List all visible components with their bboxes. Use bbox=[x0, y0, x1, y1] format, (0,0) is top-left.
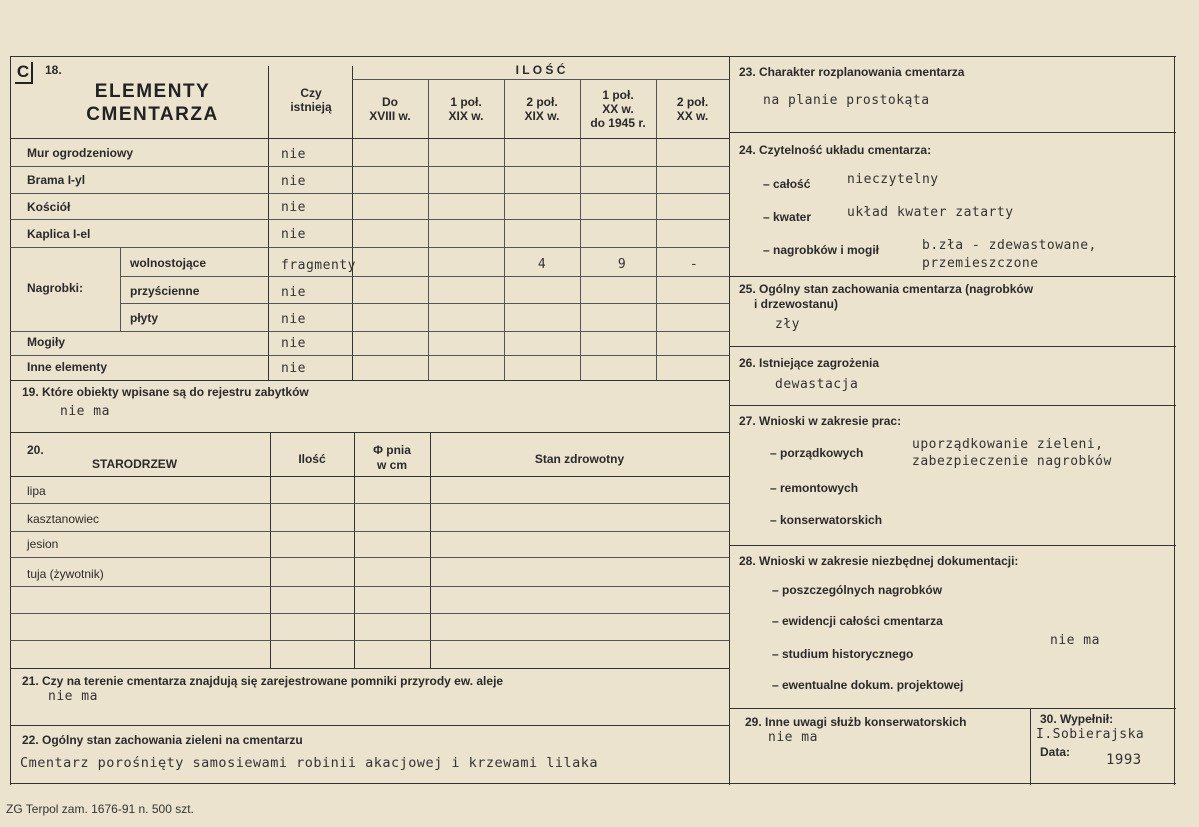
period-header-3 bbox=[504, 95, 580, 123]
section-19-value: nie ma bbox=[60, 404, 110, 419]
row-label-brama: Brama I-yl bbox=[27, 173, 86, 187]
date-value: 1993 bbox=[1106, 752, 1142, 768]
exists-header-line2: istnieją bbox=[290, 100, 332, 114]
section-letter: C bbox=[15, 62, 33, 84]
row-label-kaplica: Kaplica I-el bbox=[27, 227, 91, 241]
doc-item-nagrobkow: – poszczególnych nagrobków bbox=[772, 583, 943, 597]
porzadkowych-value-line2: zabezpieczenie nagrobków bbox=[912, 454, 1112, 469]
row-label-przyscienne: przyścienne bbox=[130, 284, 200, 298]
row-label-plyty: płyty bbox=[130, 311, 159, 325]
row-value-plyty: nie bbox=[281, 312, 306, 327]
section-25-label-line2: i drzewostanu) bbox=[754, 297, 839, 311]
wolnostojace-period-4: 9 bbox=[617, 257, 627, 272]
row-label-inne: Inne elementy bbox=[27, 360, 108, 374]
section-18-title-line2: CMENTARZA bbox=[86, 104, 219, 125]
tree-row-jesion: jesion bbox=[27, 537, 59, 551]
tree-row-tuja: tuja (żywotnik) bbox=[27, 567, 104, 581]
tree-row-kasztanowiec: kasztanowiec bbox=[27, 512, 100, 526]
period-3-line1: 2 poł. bbox=[526, 95, 558, 109]
pien-header-line1: Φ pnia bbox=[373, 443, 411, 457]
trees-pien-header bbox=[354, 443, 430, 473]
doc-item-projektowej: – ewentualne dokum. projektowej bbox=[772, 678, 964, 692]
section-23-value: na planie prostokąta bbox=[763, 93, 930, 108]
filled-by-name: I.Sobierajska bbox=[1036, 727, 1145, 742]
section-28-label: 28. Wnioski w zakresie niezbędnej dokumentacji: bbox=[739, 554, 1019, 568]
period-5-line2: XX w. bbox=[676, 109, 709, 123]
section-22-value: Cmentarz porośnięty samosiewami robinii akacjowej i krzewami lilaka bbox=[20, 755, 599, 771]
section-30-label: 30. Wypełnił: bbox=[1040, 712, 1114, 726]
row-value-mogily: nie bbox=[281, 336, 306, 351]
row-label-nagrobki: Nagrobki: bbox=[27, 281, 84, 295]
row-value-kaplica: nie bbox=[281, 227, 306, 242]
exists-header-line1: Czy bbox=[300, 86, 322, 100]
section-23-label: 23. Charakter rozplanowania cmentarza bbox=[739, 65, 965, 79]
period-header-1 bbox=[352, 95, 428, 123]
period-2-line2: XIX w. bbox=[448, 109, 484, 123]
section-19-label: 19. Które obiekty wpisane są do rejestru zabytków bbox=[22, 385, 309, 399]
nagrobkow-value-line2: przemieszczone bbox=[922, 256, 1039, 271]
tree-row-lipa: lipa bbox=[27, 484, 46, 498]
section-28-value: nie ma bbox=[1050, 633, 1100, 648]
trees-stan-header: Stan zdrowotny bbox=[534, 452, 625, 466]
calosc-value: nieczytelny bbox=[847, 172, 939, 187]
calosc-label: – całość bbox=[763, 177, 811, 191]
porzadkowych-value-line1: uporządkowanie zieleni, bbox=[912, 437, 1104, 452]
konserwatorskich-label: – konserwatorskich bbox=[770, 513, 883, 527]
section-21-value: nie ma bbox=[48, 689, 98, 704]
row-value-mur: nie bbox=[281, 147, 306, 162]
exists-column-header bbox=[270, 86, 352, 114]
section-29-value: nie ma bbox=[768, 730, 818, 745]
period-1-line2: XVIII w. bbox=[369, 109, 411, 123]
trees-ilosc-header: Ilość bbox=[298, 452, 326, 466]
section-18-title-line1: ELEMENTY bbox=[94, 81, 211, 102]
period-1-line1: Do bbox=[382, 95, 398, 109]
row-value-brama: nie bbox=[281, 174, 306, 189]
row-label-wolnostojace: wolnostojące bbox=[130, 256, 207, 270]
period-5-line1: 2 poł. bbox=[676, 95, 709, 109]
period-header-2 bbox=[428, 95, 504, 123]
nagrobkow-label: – nagrobków i mogił bbox=[763, 243, 880, 257]
period-4-line3: do 1945 r. bbox=[590, 116, 646, 130]
section-25-value: zły bbox=[775, 317, 800, 332]
period-header-4 bbox=[580, 88, 656, 130]
section-18-title bbox=[40, 80, 265, 126]
period-4-line1: 1 poł. bbox=[602, 88, 634, 102]
period-header-5 bbox=[656, 95, 729, 123]
row-label-kosciol: Kościół bbox=[27, 200, 71, 214]
section-20-title: STARODRZEW bbox=[92, 457, 178, 471]
row-value-kosciol: nie bbox=[281, 200, 306, 215]
section-27-label: 27. Wnioski w zakresie prac: bbox=[739, 414, 902, 428]
row-label-mogily: Mogiły bbox=[27, 335, 65, 349]
nagrobkow-value-line1: b.zła - zdewastowane, bbox=[922, 238, 1097, 253]
ilosc-header: I L O Ś Ć bbox=[515, 63, 566, 77]
section-26-label: 26. Istniejące zagrożenia bbox=[739, 356, 880, 370]
pien-header-line2: w cm bbox=[376, 458, 407, 472]
section-29-label: 29. Inne uwagi służb konserwatorskich bbox=[745, 715, 967, 729]
doc-item-studium: – studium historycznego bbox=[772, 647, 914, 661]
period-2-line1: 1 poł. bbox=[450, 95, 482, 109]
row-value-wolnostojace: fragmenty bbox=[281, 258, 356, 273]
wolnostojace-period-3: 4 bbox=[537, 257, 547, 272]
doc-item-ewidencji: – ewidencji całości cmentarza bbox=[772, 614, 943, 628]
wolnostojace-period-5: - bbox=[689, 257, 699, 272]
section-26-value: dewastacja bbox=[775, 377, 859, 392]
kwater-value: układ kwater zatarty bbox=[847, 205, 1014, 220]
section-22-label: 22. Ogólny stan zachowania zieleni na cmentarzu bbox=[22, 733, 303, 747]
section-20-number: 20. bbox=[27, 443, 44, 457]
remontowych-label: – remontowych bbox=[770, 481, 859, 495]
footer-print-info: ZG Terpol zam. 1676-91 n. 500 szt. bbox=[6, 802, 194, 816]
section-25-label-line1: 25. Ogólny stan zachowania cmentarza (nagrobków bbox=[739, 282, 1034, 296]
row-value-inne: nie bbox=[281, 361, 306, 376]
section-18-number: 18. bbox=[45, 63, 62, 77]
period-3-line2: XIX w. bbox=[524, 109, 560, 123]
row-value-przyscienne: nie bbox=[281, 285, 306, 300]
date-label: Data: bbox=[1040, 745, 1071, 759]
row-label-mur: Mur ogrodzeniowy bbox=[27, 146, 133, 160]
kwater-label: – kwater bbox=[763, 210, 812, 224]
period-4-line2: XX w. bbox=[602, 102, 634, 116]
porzadkowych-label: – porządkowych bbox=[770, 446, 864, 460]
section-24-label: 24. Czytelność układu cmentarza: bbox=[739, 143, 932, 157]
section-21-label: 21. Czy na terenie cmentarza znajdują się zarejestrowane pomniki przyrody ew. aleje bbox=[22, 674, 504, 688]
